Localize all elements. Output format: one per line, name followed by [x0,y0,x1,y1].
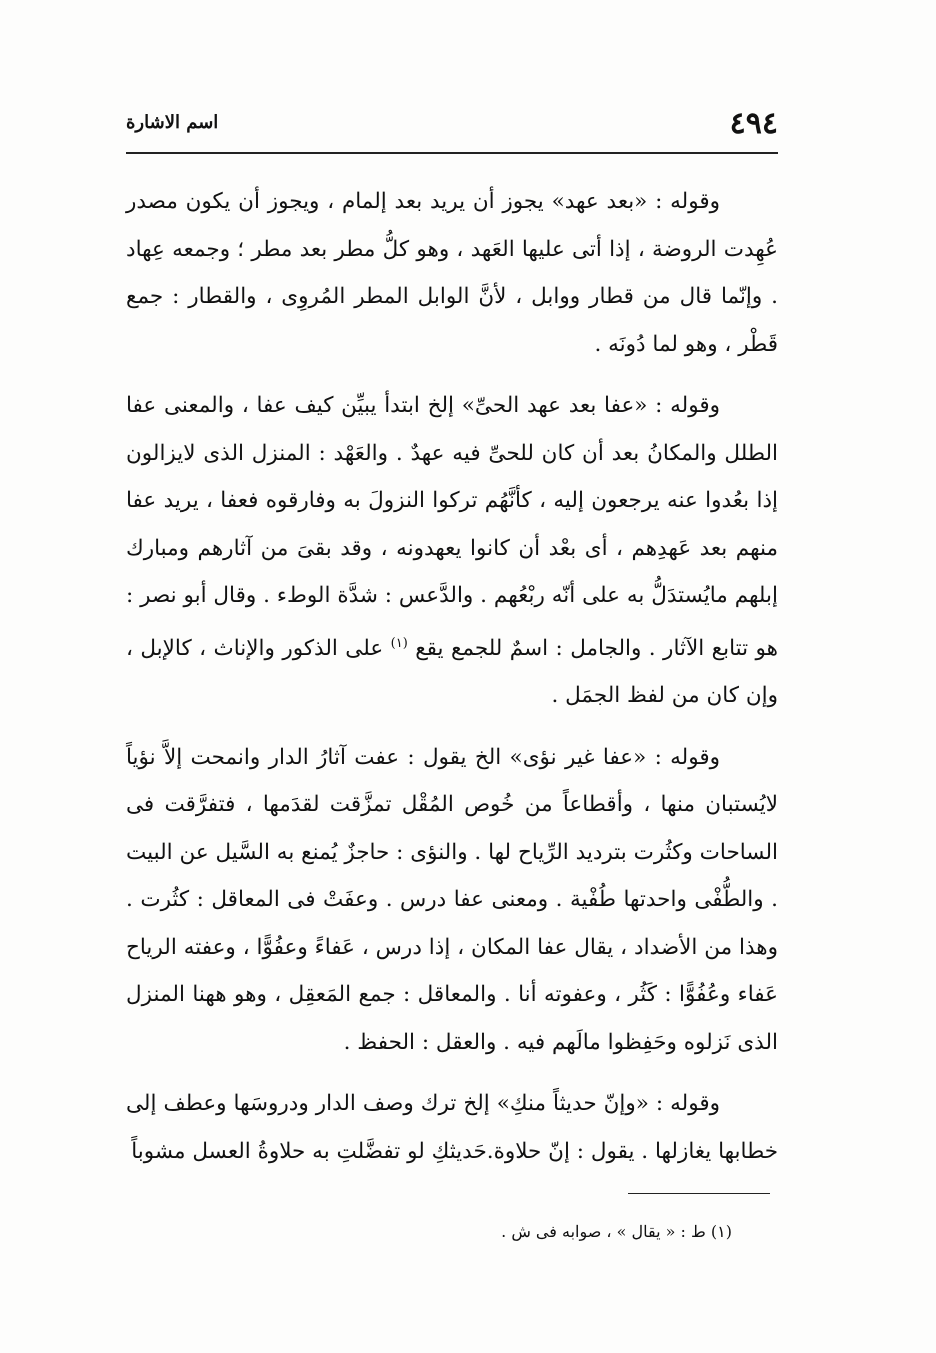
running-title: اسم الاشارة [126,112,219,133]
footnote-reference: (١) [390,635,408,651]
paragraph-1: وقوله : «بعد عهد» يجوز أن يريد بعد إلمام ، ويجوز أن يكون مصدر عُهِدت الروضة ، إذا أتى عليها العَهد ، وهو كلُّ مطر بعد مطر ؛ وجمعه عِهاد . وإنّما قال من قطار ووابل ، لأنَّ الوابل المطر المُروِى ، والقطار : جمع قَطْر ، وهو لما دُونَه . [126,189,778,357]
page-number: ٤٩٤ [729,106,778,141]
paragraph-2-text: وقوله : «عفا بعد عهد الحىِّ» إلخ ابتدأ يبيِّن كيف عفا ، والمعنى عفا الطلل والمكانُ بعد أن كان للحىِّ فيه عهدٌ . والعَهْد : المنزل الذى لايزالون إذا بعُدوا عنه يرجعون إليه ، كأنَّهُم تركوا النزولَ به وفارقوه فعفا ، يريد عفا منهم بعد عَهدِهم ، أى بعْد أن كانوا يعهدونه ، وقد بقىَ من آثارهم ومبارك إبلهم مايُستدَلُّ به على أنّه ربْعُهم . والدَّعس : شدَّة الوطء . وقال أبو نصر : هو تتابع الآثار . والجامل : اسمٌ للجمع يقع [126,393,778,661]
footnote: (١) ط : « يقال » ، صوابه فى ش . [501,1222,732,1241]
footnote-rule [628,1193,770,1194]
paragraph-2 [126,382,778,720]
header-rule [126,152,778,154]
paragraph-3: وقوله : «عفا غير نؤى» الخ يقول : عفت آثارُ الدار وانمحت إلاَّ نؤياً لايُستبان منها ، وأقطاعاً من خُوص المُقْل تمزَّقت لقدَمها ، فتفرَّقت فى الساحات وكثُرت بترديد الرِّياح لها . والنؤى : حاجزٌ يُمنع به السَّيل عن البيت . والطُّفْى واحدتها طُفْية . ومعنى عفا درس . وعفَتْ فى المعاقل : كثُرت . وهذا من الأضداد ، يقال عفا المكان ، إذا درس ، عَفاءً وعفُوًّا ، وعفته الرياح عَفاء وعُفُوًّا : كَثُر ، وعفوته أنا . والمعاقل : جمع المَعقِل ، وهو ههنا المنزل الذى نَزلوه وحَفِظوا مالَهم فيه . والعقل : الحفظ . [126,744,778,1055]
main-text [126,178,778,1189]
paragraph-4: وقوله : «وإنّ حديثاً منكِ» إلخ ترك وصف الدار ودروسَها وعطف إلى خطابها يغازلها . يقول : إنّ حلاوة.حَديثكِ لو تفضَّلتِ به حلاوةُ العسل مشوباً [126,1091,778,1164]
paragraph-2-tail: على الذكور والإناث ، كالإبل ، وإن كان من لفظ الجمَل . [126,635,778,709]
page-header [126,104,778,148]
